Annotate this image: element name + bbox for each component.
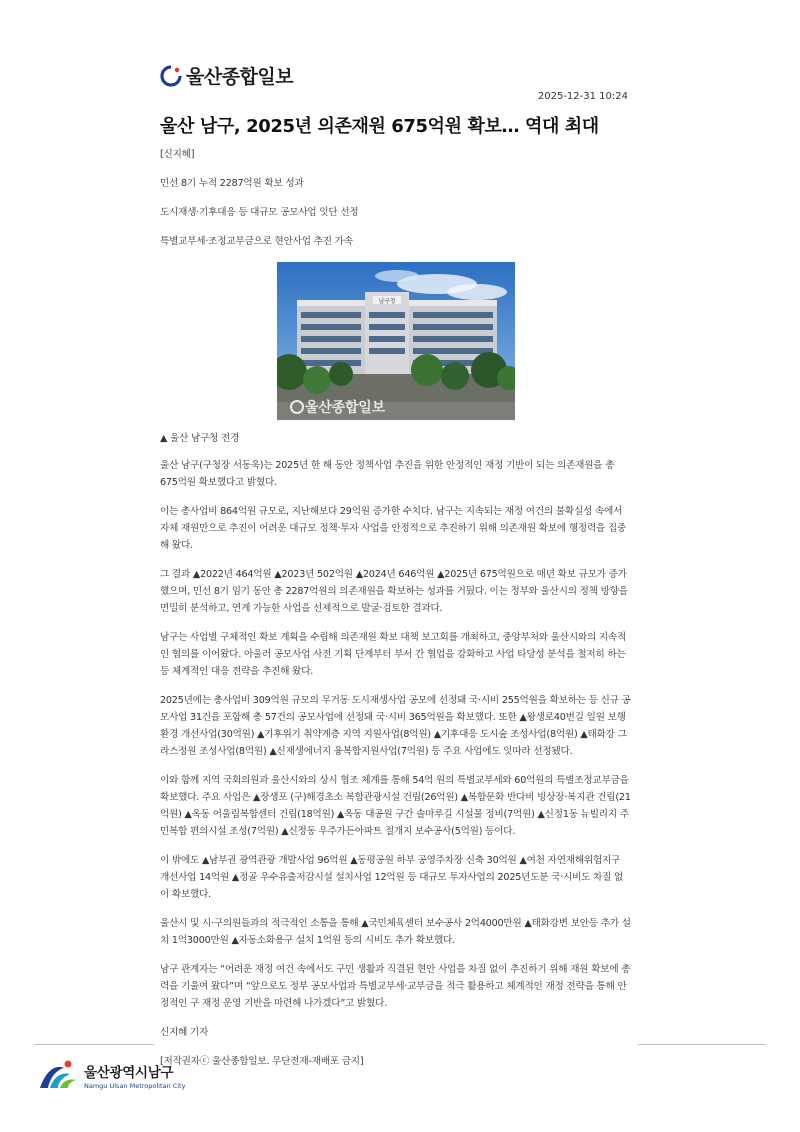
photo-watermark: 울산종합일보 xyxy=(305,400,385,416)
divider-line xyxy=(638,1044,766,1045)
subheadline: 도시재생·기후대응 등 대규모 공모사업 잇단 선정 xyxy=(160,207,359,218)
article-paragraph: 울산 남구(구청장 서동욱)는 2025년 한 해 동안 정책사업 추진을 위한 안정적인 재정 기반이 되는 의존재원을 총 675억원 확보했다고 밝혔다. xyxy=(160,460,615,488)
footer-logo xyxy=(38,1058,185,1092)
article-paragraph: 남구는 사업별 구체적인 확보 계획을 수립해 의존재원 확보 대책 보고회를 개최하고, 중앙부처와 울산시와의 지속적인 협의를 이어왔다. 아울러 공모사업 사전 기획 단계부터 부서 간 협업을 강화하고 사업 타당성 분석을 철저히 하는 등 체계적인 대응 전략을 추진해 왔다. xyxy=(160,632,627,677)
district-office-building-photo xyxy=(277,262,515,420)
photo-caption: ▲ 울산 남구청 전경 xyxy=(160,433,240,444)
article-paragraph: 남구 관계자는 “어려운 재정 여건 속에서도 구민 생활과 직결된 현안 사업을 차질 없이 추진하기 위해 재원 확보에 총력을 기울여 왔다”며 “앞으로도 정부 공모사업과 특별교부세·교부금을 적극 활용하고 체계적인 재정 전략을 통해 안정적인 구 재정 운영 기반을 마련해 나가겠다”고 밝혔다. xyxy=(160,964,631,1009)
article-date: 2025-12-31 10:24 xyxy=(537,91,628,102)
article-paragraph: 2025년에는 총사업비 309억원 규모의 무거동 도시재생사업 공모에 선정돼 국·시비 255억원을 확보하는 등 신규 공모사업 31건을 포함해 총 57건의 공모사업에 선정돼 국·시비 365억원을 확보했다. 또한 ▲왕생로40번길 일원 보행환경 개선사업(30억원) ▲기후위기 취약계층 지역 지원사업(8억원) ▲기후대응 도시숲 조성사업(8억원) ▲태화강 그라스정원 조성사업(8억원) ▲신재생에너지 융복합지원사업(7억원) 등 주요 사업에도 잇따라 선정됐다. xyxy=(160,695,631,757)
subheadline: 민선 8기 누적 2287억원 확보 성과 xyxy=(160,178,304,189)
article-paragraph: 이 밖에도 ▲남부권 광역관광 개발사업 96억원 ▲동평공원 하부 공영주차장 신축 30억원 ▲여천 자연재해위험지구 개선사업 14억원 ▲정골 우수유출저감시설 설치사업 12억원 등 대규모 투자사업의 2025년도분 국·시비도 차질 없이 확보했다. xyxy=(160,855,624,900)
article-paragraph: 이는 총사업비 864억원 규모로, 지난해보다 29억원 증가한 수치다. 남구는 지속되는 재정 여건의 불확실성 속에서 자체 재원만으로 추진이 어려운 대규모 정책·투자 사업을 안정적으로 추진하기 위해 의존재원 확보에 행정력을 집중해 왔다. xyxy=(160,506,627,551)
article-paragraph: 그 결과 ▲2022년 464억원 ▲2023년 502억원 ▲2024년 646억원 ▲2025년 675억원으로 매년 확보 규모가 증가했으며, 민선 8기 임기 동안 총 2287억원의 의존재원을 확보하는 성과를 거뒀다. 이는 정부와 울산시의 정책 방향을 면밀히 분석하고, 연계 가능한 사업을 선제적으로 발굴·검토한 결과다. xyxy=(160,569,628,614)
ulsan-daily-logo-icon xyxy=(160,65,182,87)
article-title: 울산 남구, 2025년 의존재원 675억원 확보… 역대 최대 xyxy=(160,116,599,137)
article-body xyxy=(160,146,632,1070)
newspaper-name: 울산종합일보 xyxy=(186,66,294,88)
divider-line xyxy=(34,1044,154,1045)
namgu-emblem-icon xyxy=(38,1058,78,1092)
copyright-notice: [저작권자ⓒ 울산종합일보. 무단전재-재배포 금지] xyxy=(160,1056,364,1067)
footer-org-name: 울산광역시남구 xyxy=(84,1064,174,1081)
newspaper-masthead xyxy=(160,62,293,89)
article-paragraph: 이와 함께 지역 국회의원과 울산시와의 상시 협조 체계를 통해 54억 원의 특별교부세와 60억원의 특별조정교부금을 확보했다. 주요 사업은 ▲장생포 (구)해경초소 복합관광시설 건립(26억원) ▲복합문화 반다비 빙상장·복지관 건립(21억원) ▲옥동 어울림복합센터 건립(18억원) ▲옥동 대공원 구간 솔마루길 시설물 정비(7억원) ▲신정1동 뉴빌리지 주민복합 편의시설 조성(7억원) ▲신정동 우주가든아파트 절개지 보수공사(5억원) 등이다. xyxy=(160,775,631,837)
byline: [신지혜] xyxy=(160,149,195,160)
article-paragraph: 울산시 및 시·구의원들과의 적극적인 소통을 통해 ▲국민체육센터 보수공사 2억4000만원 ▲태화강변 보안등 추가 설치 1억3000만원 ▲자동소화용구 설치 1억원 등의 시비도 추가 확보했다. xyxy=(160,918,631,946)
building-sign-text: 남구청 xyxy=(378,298,396,305)
reporter-name: 신지혜 기자 xyxy=(160,1027,209,1038)
footer-org-subtitle: Namgu Ulsan Metropolitan City xyxy=(84,1081,186,1090)
subheadline: 특별교부세·조정교부금으로 현안사업 추진 가속 xyxy=(160,236,353,247)
article-photo xyxy=(277,262,515,420)
